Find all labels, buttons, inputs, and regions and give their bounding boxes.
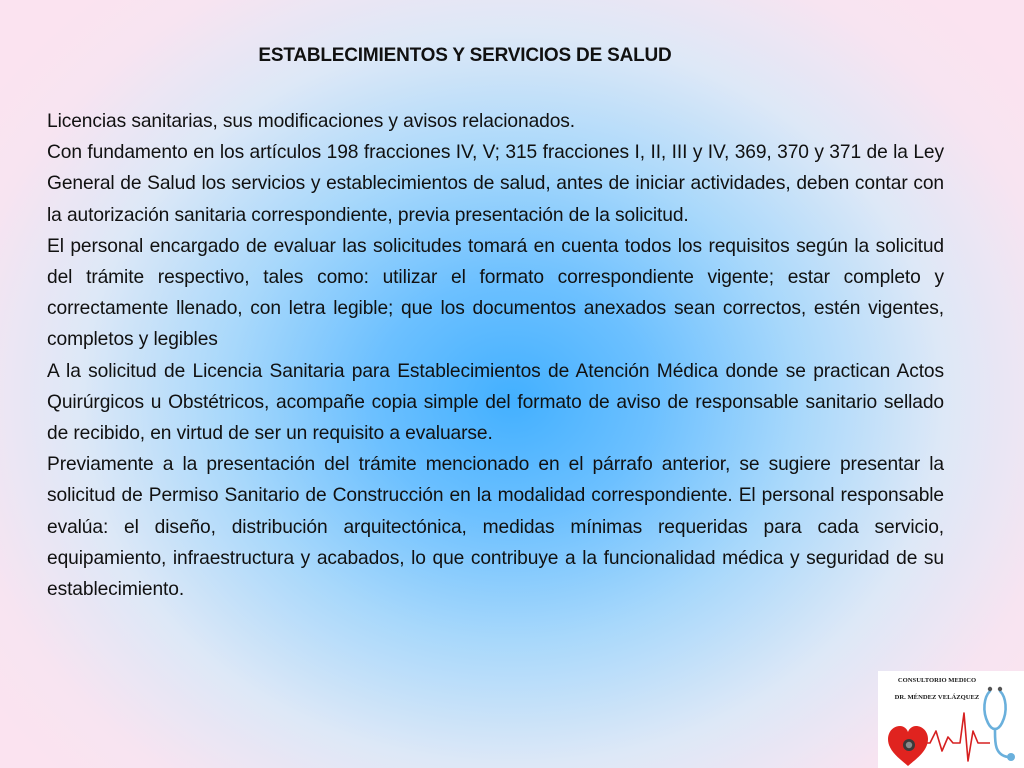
paragraph-licencia-actos-quirurgicos: A la solicitud de Licencia Sanitaria para Establecimientos de Atención Médica donde se practican Actos Quirúrgicos u Obstétricos, acompañe copia simple del formato de aviso de responsable sanitario sellado de recibido, en virtud de ser un requisito a evaluarse. — [47, 360, 944, 445]
logo-clinic-name: CONSULTORIO MEDICO — [897, 677, 977, 684]
stethoscope-icon — [984, 691, 1008, 757]
slide-body — [47, 106, 944, 605]
paragraph-personal-evaluador: El personal encargado de evaluar las solicitudes tomará en cuenta todos los requisitos según la solicitud del trámite respectivo, tales como: utilizar el formato correspondiente vigente; estar completo y correctamente llenado, con letra legible; que los documentos anexados sean correctos, estén vigentes, completos y legibles — [47, 235, 944, 351]
paragraph-permiso-construccion: Previamente a la presentación del trámite mencionado en el párrafo anterior, se sugiere presentar la solicitud de Permiso Sanitario de Construcción en la modalidad correspondiente. El personal responsable evalúa: el diseño, distribución arquitectónica, medidas mínimas requeridas para cada servicio, equipamiento, infraestructura y acabados, lo que contribuye a la funcionalidad médica y seguridad de su establecimiento. — [47, 454, 944, 601]
slide-title: ESTABLECIMIENTOS Y SERVICIOS DE SALUD — [258, 45, 672, 66]
paragraph-fundamento: Con fundamento en los artículos 198 fracciones IV, V; 315 fracciones I, II, III y IV, 369, 370 y 371 de la Ley General de Salud los servicios y establecimientos de salud, antes de iniciar actividades, deben contar con la autorización sanitaria correspondiente, previa presentación de la solicitud. — [47, 142, 944, 226]
paragraph-licencias: Licencias sanitarias, sus modificaciones y avisos relacionados. — [47, 111, 576, 132]
clinic-logo — [878, 671, 1024, 768]
logo-doctor-name: DR. MÉNDEZ VELÁZQUEZ — [894, 694, 980, 701]
logo-graphic — [878, 671, 1024, 768]
